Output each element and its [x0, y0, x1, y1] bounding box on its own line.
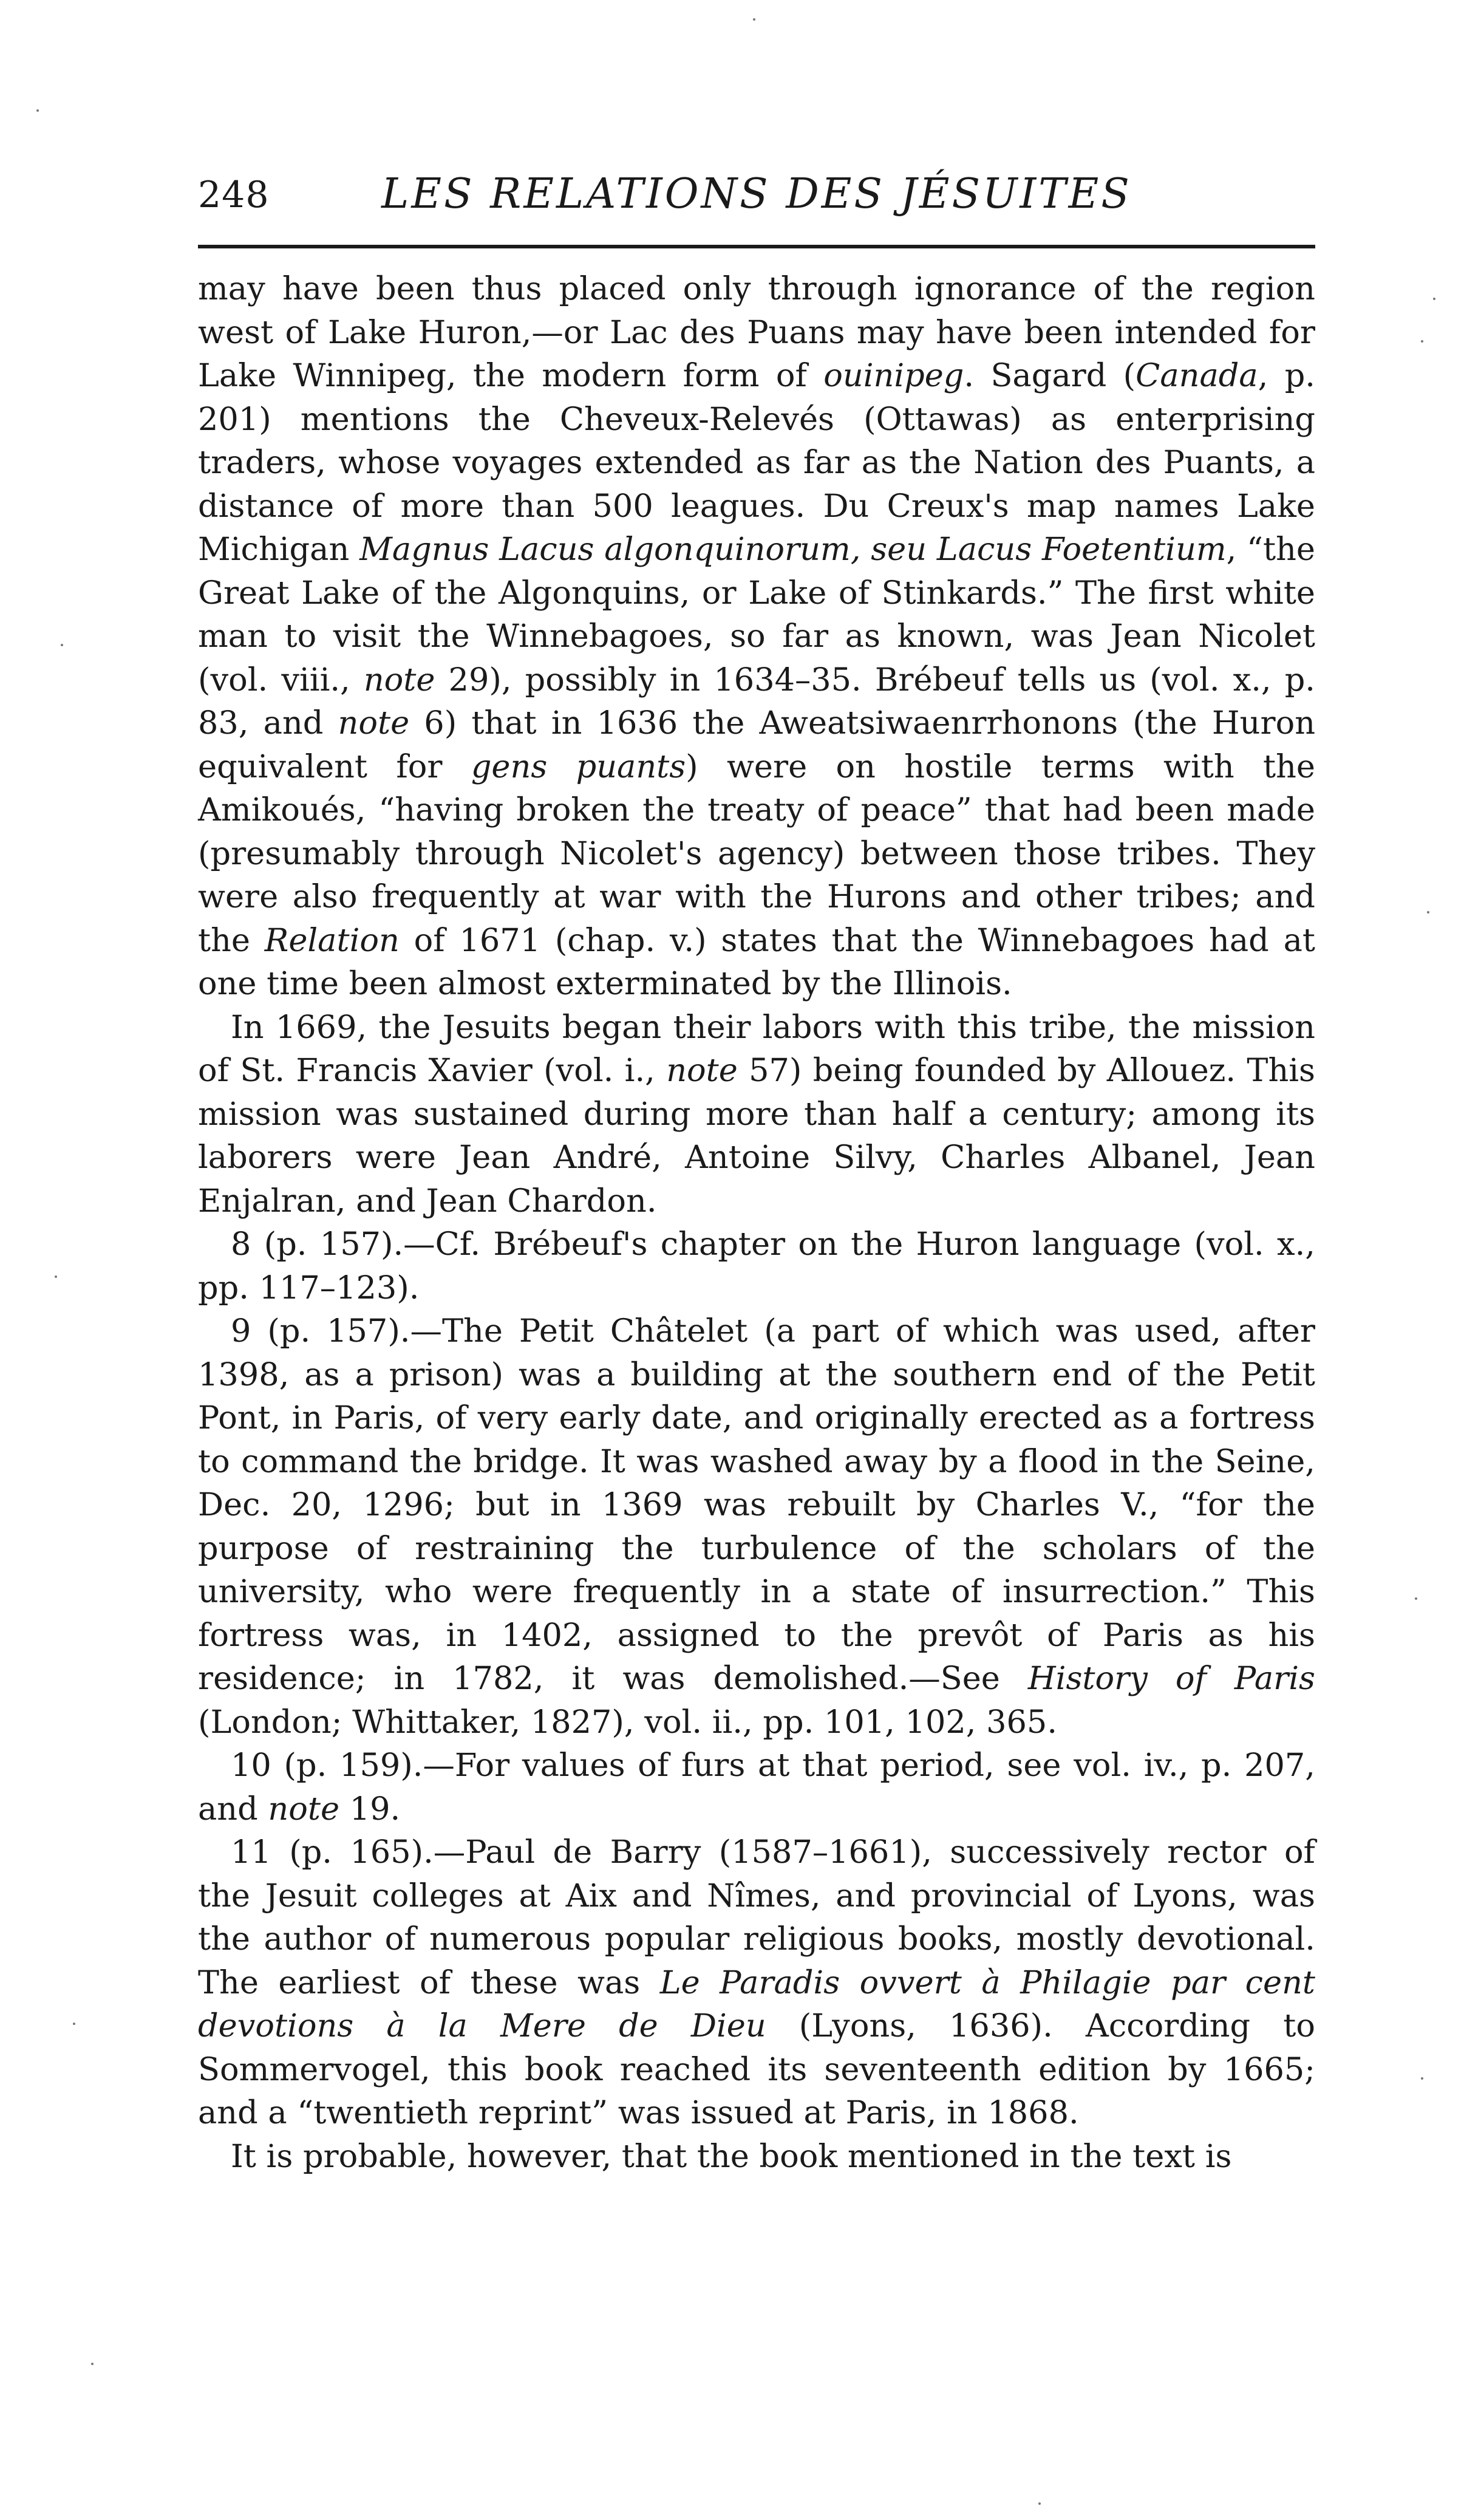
footnote-8	[198, 1223, 1315, 1310]
paragraph-final	[198, 2135, 1315, 2179]
text-run: 9 (p. 157).—The Petit Châtelet (a part of which was used, after 1398, as a prison) was a building at the southern end of the Petit Pont, in Paris, of very early date, and originally erected as a fortress to command the bridge. It was washed away by a flood in the Seine, Dec. 20, 1296; but in 1369 was rebuilt by Charles V., “for the purpose of restraining the turbulence of the scholars of the university, who were frequently in a state of insurrection.” This fortress was, in 1402, assigned to the prevôt of Paris as his residence; in 1782, it was demolished.—See	[198, 1313, 1315, 1697]
scan-speck	[1433, 298, 1435, 300]
italic-run: note	[268, 1790, 340, 1828]
page-header	[198, 170, 1315, 237]
italic-run: Magnus Lacus algonquinorum, seu Lacus Foetentium	[359, 531, 1227, 568]
scan-speck	[73, 2023, 75, 2025]
header-rule	[198, 245, 1315, 248]
scan-speck	[1415, 1597, 1417, 1600]
paragraph-continuation	[198, 267, 1315, 1006]
text-run: (Lyons, 1636). According to Sommervogel, this book reached its seventeenth edition by 1665; and a “twentieth reprint” was issued at Paris, in 1868.	[198, 2007, 1315, 2131]
text-run: may have been thus placed only through ignorance of the region west of Lake Huron,—or Lac des Puans may have been intended for Lake Winnipeg, the modern form of	[198, 270, 1315, 394]
text-run: 11 (p. 165).—Paul de Barry (1587–1661), successively rector of the Jesuit colleges at Aix and Nîmes, and provincial of Lyons, was the author of numerous popular religious books, mostly devotional. The earliest of these was	[198, 1834, 1315, 2001]
scan-speck	[1421, 2077, 1423, 2080]
scan-speck	[1038, 2502, 1041, 2505]
italic-run: gens puants	[471, 748, 686, 785]
scan-speck	[1427, 911, 1429, 913]
text-run: , “the Great Lake of the Algonquins, or Lake of Stinkards.” The first white man to visit the Winnebagoes, so far as known, was Jean Nicolet (vol. viii.,	[198, 531, 1315, 698]
running-title: LES RELATIONS DES JÉSUITES	[381, 170, 1132, 218]
text-run: . Sagard (	[964, 357, 1136, 394]
page-number: 248	[198, 174, 270, 216]
scan-speck	[55, 1275, 57, 1278]
italic-run: History of Paris	[1027, 1660, 1315, 1697]
italic-run: Le Paradis ovvert à Philagie par cent devotions à la Mere de Dieu	[198, 1964, 1315, 2044]
scan-speck	[36, 109, 39, 112]
italic-run: note	[363, 661, 435, 698]
text-run: In 1669, the Jesuits began their labors with this tribe, the mission of St. Francis Xavier (vol. i.,	[198, 1008, 1315, 1089]
scan-speck	[91, 2363, 94, 2365]
italic-run: ouinipeg	[823, 357, 964, 394]
scan-speck	[1421, 340, 1423, 343]
italic-run: Canada	[1135, 357, 1258, 394]
italic-run: note	[666, 1052, 738, 1089]
text-run: 6) that in 1636 the Aweatsiwaenrrhonons (the Huron equivalent for	[198, 705, 1316, 785]
footnote-11	[198, 1831, 1315, 2135]
text-run: (London; Whittaker, 1827), vol. ii., pp. 101, 102, 365.	[198, 1703, 1058, 1741]
paragraph-mission	[198, 1006, 1315, 1223]
italic-run: note	[338, 705, 410, 742]
italic-run: Relation	[264, 921, 400, 959]
text-run: 10 (p. 159).—For values of furs at that period, see vol. iv., p. 207, and	[198, 1747, 1315, 1828]
text-run: 19.	[339, 1790, 401, 1828]
footnote-9	[198, 1310, 1315, 1744]
text-run: 8 (p. 157).—Cf. Brébeuf's chapter on the Huron language (vol. x., pp. 117–123).	[198, 1226, 1315, 1306]
footnote-10	[198, 1744, 1315, 1831]
body-text	[198, 267, 1315, 2178]
text-run: of 1671 (chap. v.) states that the Winnebagoes had at one time been almost exterminated by the Illinois.	[198, 921, 1315, 1002]
text-run: It is probable, however, that the book mentioned in the text is	[231, 2137, 1232, 2175]
text-run: 29), possibly in 1634–35. Brébeuf tells us (vol. x., p. 83, and	[198, 661, 1315, 742]
scan-speck	[61, 644, 63, 646]
scan-speck	[753, 18, 755, 21]
text-run: ) were on hostile terms with the Amikoués, “having broken the treaty of peace” that had been made (presumably through Nicolet's agency) between those tribes. They were also frequently at war with the Hurons and other tribes; and the	[198, 748, 1315, 959]
text-run: 57) being founded by Allouez. This mission was sustained during more than half a century; among its laborers were Jean André, Antoine Silvy, Charles Albanel, Jean Enjalran, and Jean Chardon.	[198, 1052, 1315, 1220]
text-run: , p. 201) mentions the Cheveux-Relevés (Ottawas) as enterprising traders, whose voyages extended as far as the Nation des Puants, a distance of more than 500 leagues. Du Creux's map names Lake Michigan	[198, 357, 1315, 568]
